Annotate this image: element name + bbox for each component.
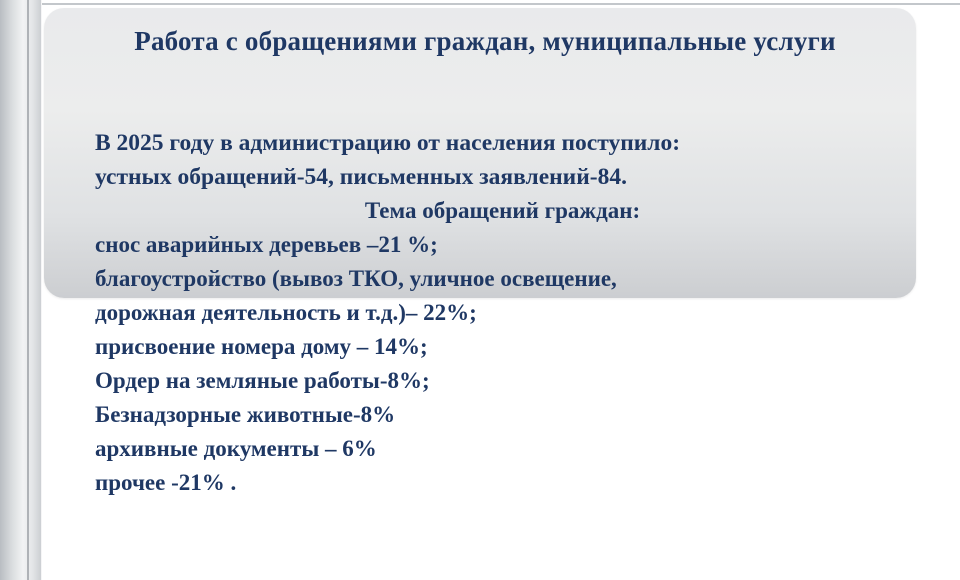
body-line: Безнадзорные животные-8% [95, 402, 396, 427]
body-line-subheading: Тема обращений граждан: [364, 198, 641, 223]
body-line: архивные документы – 6% [95, 436, 377, 461]
slide-body [95, 126, 910, 500]
body-line: В 2025 году в администрацию от населения поступило: [95, 130, 681, 156]
body-line: дорожная деятельность и т.д.)– 22%; [95, 300, 477, 325]
body-line: устных обращений-54, письменных заявлений-84. [95, 164, 627, 190]
body-line: благоустройство (вывоз ТКО, уличное освещение, [95, 266, 617, 291]
slide-title: Работа с обращениями граждан, муниципальные услуги [134, 26, 836, 56]
body-line: снос аварийных деревьев –21 %; [95, 232, 438, 257]
body-line: Ордер на земляные работы-8%; [95, 368, 430, 393]
body-line: присвоение номера дому – 14%; [95, 334, 428, 359]
body-line: прочее -21% . [95, 470, 237, 495]
